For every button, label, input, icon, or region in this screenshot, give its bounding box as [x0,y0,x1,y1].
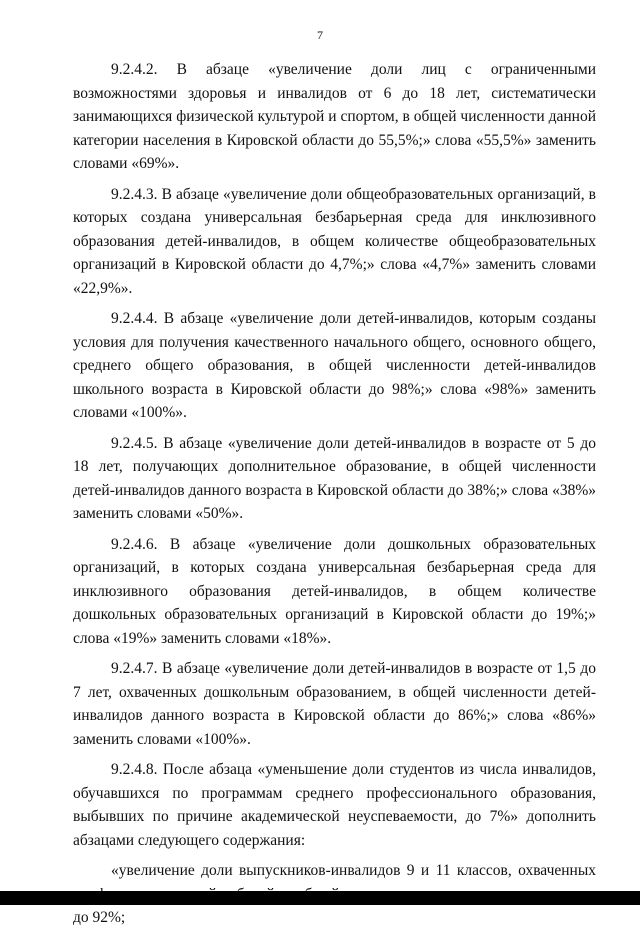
paragraph-quote-graduates: «увеличение доли выпускников-инвалидов 9 и 11 классов, охваченных до 92%; [73,862,596,926]
paragraph-9-2-4-8: 9.2.4.8. После абзаца «уменьшение доли студентов из числа инвалидов, обучавшихся по программам среднего профессионального образования, выбывших по причине академической неуспеваемости, до 7%» дополнить абзацами следующего содержания: [73,761,596,849]
document-body [73,58,596,937]
page-number: 7 [317,28,323,42]
scan-bottom-edge [0,891,640,905]
paragraph-9-2-4-5: 9.2.4.5. В абзаце «увеличение доли детей-инвалидов в возрасте от 5 до 18 лет, получающих дополнительное образование, в общей численности детей-инвалидов данного возраста в Кировской области до 38%;» слова «38%» заменить словами «50%». [73,434,596,522]
paragraph-9-2-4-7: 9.2.4.7. В абзаце «увеличение доли детей-инвалидов в возрасте от 1,5 до 7 лет, охваченных дошкольным образованием, в общей численности детей-инвалидов данного возраста в Кировской области до 86%;» слова «86%» заменить словами «100%». [73,660,596,748]
paragraph-9-2-4-2: 9.2.4.2. В абзаце «увеличение доли лиц с ограниченными возможностями здоровья и инвалидов от 6 до 18 лет, систематически занимающихся физической культурой и спортом, в общей численности данной категории населения в Кировской области до 55,5%;» слова «55,5%» заменить словами «69%». [73,61,596,172]
paragraph-9-2-4-6: 9.2.4.6. В абзаце «увеличение доли дошкольных образовательных организаций, в которых создана универсальная безбарьерная среда для инклюзивного образования детей-инвалидов, в общем количестве дошкольных образовательных организаций в Кировской области до 19%;» слова «19%» заменить словами «18%». [73,535,596,647]
paragraph-9-2-4-4: 9.2.4.4. В абзаце «увеличение доли детей-инвалидов, которым созданы условия для получения качественного начального общего, основного общего, среднего общего образования, в общей численности детей-инвалидов школьного возраста в Кировской области до 98%;» слова «98%» заменить словами «100%». [73,310,596,421]
paragraph-9-2-4-3: 9.2.4.3. В абзаце «увеличение доли общеобразовательных организаций, в которых создана универсальная безбарьерная среда для инклюзивного образования детей-инвалидов, в общем количестве общеобразовательных организаций в Кировской области до 4,7%;» слова «4,7%» заменить словами «22,9%». [73,185,596,297]
